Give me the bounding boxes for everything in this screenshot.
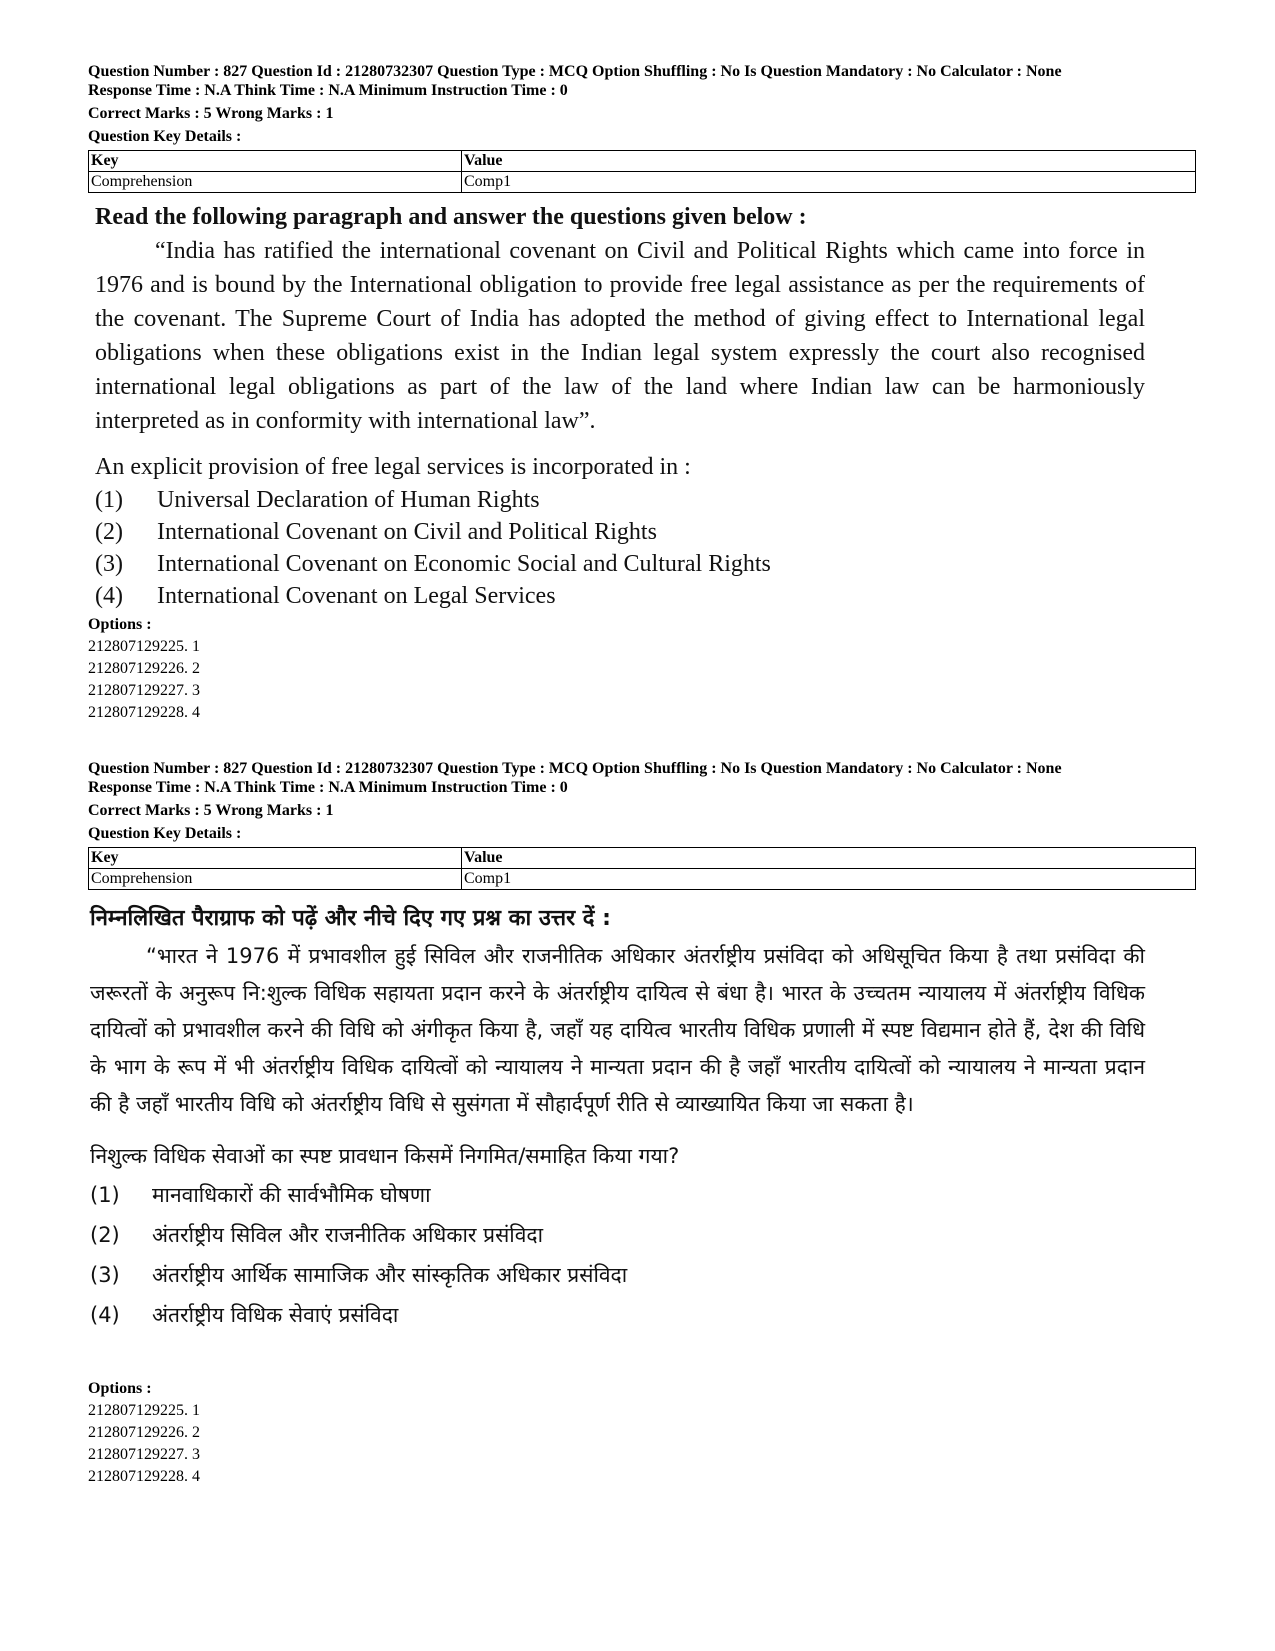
answer-choice-text: International Covenant on Legal Services xyxy=(157,583,556,609)
answer-choice-text: Universal Declaration of Human Rights xyxy=(157,487,540,513)
question-marks: Correct Marks : 5 Wrong Marks : 1 xyxy=(88,802,334,819)
key-table-row xyxy=(89,869,1196,890)
option-id: 212807129227. 3 xyxy=(88,1446,200,1463)
answer-choice-text: International Covenant on Civil and Political Rights xyxy=(157,519,657,545)
answer-choice-text: अंतर्राष्ट्रीय सिविल और राजनीतिक अधिकार प्रसंविदा xyxy=(152,1223,544,1247)
answer-choice-number: (3) xyxy=(95,551,123,577)
option-id: 212807129228. 4 xyxy=(88,1468,200,1485)
passage-heading: निम्नलिखित पैराग्राफ को पढ़ें और नीचे दिए गए प्रश्न का उत्तर दें : xyxy=(90,906,611,931)
passage-paragraph: “India has ratified the international covenant on Civil and Political Rights which came into force in 1976 and is bound by the International obligation to provide free legal assistance as per the requirements of the covenant. The Supreme Court of India has adopted the method of giving effect to International legal obligations when these obligations exist in the Indian legal system expressly the court also recognised international legal obligations as part of the law of the land where Indian law can be harmoniously interpreted as in conformity with international law”. xyxy=(95,238,1145,434)
options-list-english xyxy=(88,614,1188,724)
answer-choice-number: (2) xyxy=(95,519,123,545)
key-table-row xyxy=(89,172,1196,193)
question-header-hindi xyxy=(88,759,1188,890)
key-table-header-key: Key xyxy=(89,151,462,172)
answer-choice-number: (2) xyxy=(90,1223,120,1247)
key-table-header-value: Value xyxy=(462,151,1196,172)
answer-choice xyxy=(95,484,1145,516)
options-list-hindi xyxy=(88,1378,1188,1488)
passage-heading: Read the following paragraph and answer the questions given below : xyxy=(95,204,807,230)
question-meta-line: Question Number : 827 Question Id : 21280732307 Question Type : MCQ Option Shuffling : No Is Question Mandatory : No Calculator : None xyxy=(88,63,1062,80)
question-key-details-label: Question Key Details : xyxy=(88,825,242,842)
answer-choice-number: (1) xyxy=(90,1183,120,1207)
key-table-header-row xyxy=(89,151,1196,172)
answer-choice-number: (3) xyxy=(90,1263,120,1287)
answer-choice xyxy=(95,516,1145,548)
options-label: Options : xyxy=(88,1380,152,1397)
key-table-cell-key: Comprehension xyxy=(89,869,462,890)
answer-choice xyxy=(90,1175,1145,1215)
question-stem: An explicit provision of free legal services is incorporated in : xyxy=(95,454,691,480)
answer-choice xyxy=(90,1215,1145,1255)
key-table-header-key: Key xyxy=(89,848,462,869)
key-table-header-value: Value xyxy=(462,848,1196,869)
options-label: Options : xyxy=(88,616,152,633)
option-id: 212807129225. 1 xyxy=(88,638,200,655)
question-key-table xyxy=(88,150,1196,193)
question-body-hindi xyxy=(90,900,1145,1335)
question-header-english xyxy=(88,62,1188,193)
answer-choice xyxy=(95,580,1145,612)
answer-choice-number: (1) xyxy=(95,487,123,513)
option-id: 212807129226. 2 xyxy=(88,660,200,677)
answer-choice-text: मानवाधिकारों की सार्वभौमिक घोषणा xyxy=(152,1183,431,1207)
option-id: 212807129228. 4 xyxy=(88,704,200,721)
answer-choice-number: (4) xyxy=(90,1303,120,1327)
question-marks: Correct Marks : 5 Wrong Marks : 1 xyxy=(88,105,334,122)
key-table-cell-value: Comp1 xyxy=(462,869,1196,890)
option-id: 212807129225. 1 xyxy=(88,1402,200,1419)
option-id: 212807129227. 3 xyxy=(88,682,200,699)
answer-choice-text: अंतर्राष्ट्रीय आर्थिक सामाजिक और सांस्कृतिक अधिकार प्रसंविदा xyxy=(152,1263,628,1287)
answer-choice xyxy=(90,1255,1145,1295)
key-table-header-row xyxy=(89,848,1196,869)
question-body-english xyxy=(95,200,1145,612)
passage-paragraph: “भारत ने 1976 में प्रभावशील हुई सिविल और राजनीतिक अधिकार अंतर्राष्ट्रीय प्रसंविदा को अधिसूचित किया है तथा प्रसंविदा की जरूरतों के अनुरूप नि:शुल्क विधिक सहायता प्रदान करने के अंतर्राष्ट्रीय दायित्व से बंधा है। भारत के उच्चतम न्यायालय में अंतर्राष्ट्रीय विधिक दायित्वों को प्रभावशील करने की विधि को अंगीकृत किया है, जहाँ यह दायित्व भारतीय विधिक प्रणाली में स्पष्ट विद्यमान होते हैं, देश की विधि के भाग के रूप में भी अंतर्राष्ट्रीय विधिक दायित्वों को न्यायालय ने मान्यता प्रदान की है जहाँ भारतीय दायित्वों को न्यायालय ने मान्यता प्रदान की है जहाँ भारतीय विधि को अंतर्राष्ट्रीय विधि से सुसंगता में सौहार्दपूर्ण रीति से व्याख्यायित किया जा सकता है। xyxy=(90,944,1145,1116)
answer-choice-text: International Covenant on Economic Social and Cultural Rights xyxy=(157,551,771,577)
question-key-details-label: Question Key Details : xyxy=(88,128,242,145)
answer-choice-number: (4) xyxy=(95,583,123,609)
answer-choice xyxy=(90,1295,1145,1335)
answer-choice xyxy=(95,548,1145,580)
option-id: 212807129226. 2 xyxy=(88,1424,200,1441)
key-table-cell-key: Comprehension xyxy=(89,172,462,193)
question-timing-line: Response Time : N.A Think Time : N.A Minimum Instruction Time : 0 xyxy=(88,779,568,796)
key-table-cell-value: Comp1 xyxy=(462,172,1196,193)
answer-choice-text: अंतर्राष्ट्रीय विधिक सेवाएं प्रसंविदा xyxy=(152,1303,399,1327)
question-stem: निशुल्क विधिक सेवाओं का स्पष्ट प्रावधान किसमें निगमित/समाहित किया गया? xyxy=(90,1144,680,1168)
question-meta-line: Question Number : 827 Question Id : 21280732307 Question Type : MCQ Option Shuffling : No Is Question Mandatory : No Calculator : None xyxy=(88,760,1062,777)
question-key-table xyxy=(88,847,1196,890)
question-timing-line: Response Time : N.A Think Time : N.A Minimum Instruction Time : 0 xyxy=(88,82,568,99)
